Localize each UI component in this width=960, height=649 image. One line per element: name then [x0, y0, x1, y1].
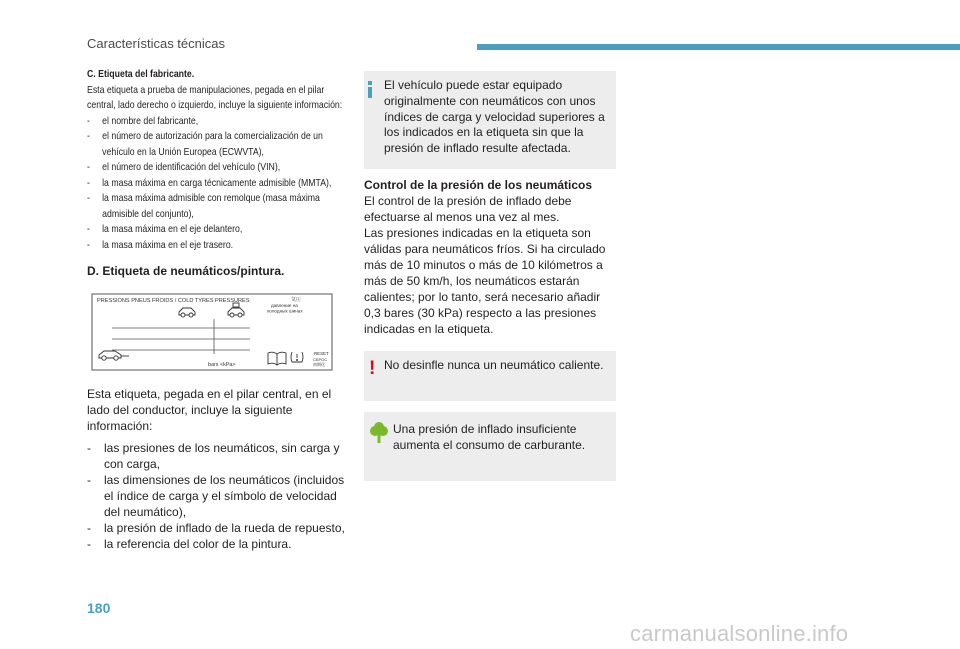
- manufacturer-label-heading: C. Etiqueta del fabricante.: [87, 69, 195, 80]
- list-item: - la masa máxima admisible con remolque (masa máxima admisible del conjunto),: [87, 191, 352, 222]
- warning-note-text: No desinfle nunca un neumático caliente.: [384, 358, 604, 372]
- section-title: Características técnicas: [87, 36, 225, 51]
- list-item: - el nombre del fabricante,: [87, 114, 352, 130]
- tyre-label-intro: Esta etiqueta, pegada en el pilar central, en el lado del conductor, incluye la siguiente información:: [87, 387, 332, 433]
- tyre-label-title: PRESSIONS PNEUS FROIDS / COLD TYRES PRESSURES: [97, 298, 250, 304]
- eco-tree-icon: [369, 422, 389, 449]
- tyre-label-list: [87, 440, 345, 552]
- list-item: - la masa máxima en el eje delantero,: [87, 222, 352, 238]
- list-item: - la masa máxima en el eje trasero.: [87, 238, 352, 254]
- info-note-text: El vehículo puede estar equipado originalmente con neumáticos con unos índices de carga y velocidad superiores a los indicados en la etiqueta sin que la presión de inflado resulte afectada.: [384, 78, 605, 156]
- manufacturer-label-list: [87, 114, 352, 254]
- watermark: carmanualsonline.info: [630, 621, 849, 646]
- pressure-control-section: [364, 177, 619, 337]
- pressure-control-heading: Control de la presión de los neumáticos: [364, 178, 593, 192]
- list-item: - las dimensiones de los neumáticos (incluidos el índice de carga y el símbolo de velocidad del neumático),: [87, 472, 345, 520]
- tyre-label-cyrillic-2: холодных шинах: [267, 308, 303, 314]
- svg-text:СБРОС: СБРОС: [313, 357, 328, 362]
- tyre-label-heading: D. Etiqueta de neumáticos/pintura.: [87, 264, 285, 278]
- eco-note: [364, 412, 616, 481]
- pressure-control-p2: Las presiones indicadas en la etiqueta son válidas para neumáticos fríos. Si ha circulado más de 10 minutos o más de 10 kilómetros a más de 50 km/h, los neumáticos estarán calientes; por lo tanto, será necesario añadir 0,3 bares (30 kPa) respecto a las presiones indicadas en la etiqueta.: [364, 226, 606, 336]
- svg-text:気圧: 気圧: [291, 297, 302, 303]
- manufacturer-label-intro: Esta etiqueta a prueba de manipulaciones, pegada en el pilar central, lado derecho o izquierdo, incluye la siguiente información:: [87, 84, 343, 111]
- info-icon: [368, 81, 372, 98]
- tyre-label-units: bars <kPa>: [208, 362, 236, 368]
- list-item: - la presión de inflado de la rueda de repuesto,: [87, 520, 345, 536]
- page-number: 180: [87, 600, 111, 616]
- warning-note: [364, 351, 616, 401]
- manufacturer-label-section: [87, 67, 352, 253]
- list-item: - la masa máxima en carga técnicamente admisible (MMTA),: [87, 176, 352, 192]
- warning-icon: !: [369, 358, 376, 379]
- list-item: - las presiones de los neumáticos, sin carga y con carga,: [87, 440, 345, 472]
- header-accent-bar: [477, 44, 960, 50]
- svg-text:初期化: 初期化: [313, 362, 325, 367]
- tyre-label-reset: RESET: [314, 351, 329, 356]
- tyre-label-cyrillic-1: давление на: [271, 303, 298, 308]
- pressure-control-p1: El control de la presión de inflado debe efectuarse al menos una vez al mes.: [364, 194, 572, 224]
- info-note: [364, 71, 616, 169]
- list-item: - el número de identificación del vehículo (VIN),: [87, 160, 352, 176]
- tyre-label-figure: [87, 289, 337, 373]
- eco-note-text: Una presión de inflado insuficiente aumenta el consumo de carburante.: [393, 422, 586, 452]
- tyre-label-description: [87, 386, 345, 552]
- list-item: - la referencia del color de la pintura.: [87, 536, 345, 552]
- list-item: - el número de autorización para la comercialización de un vehículo en la Unión Europea (ECWVTA),: [87, 129, 352, 160]
